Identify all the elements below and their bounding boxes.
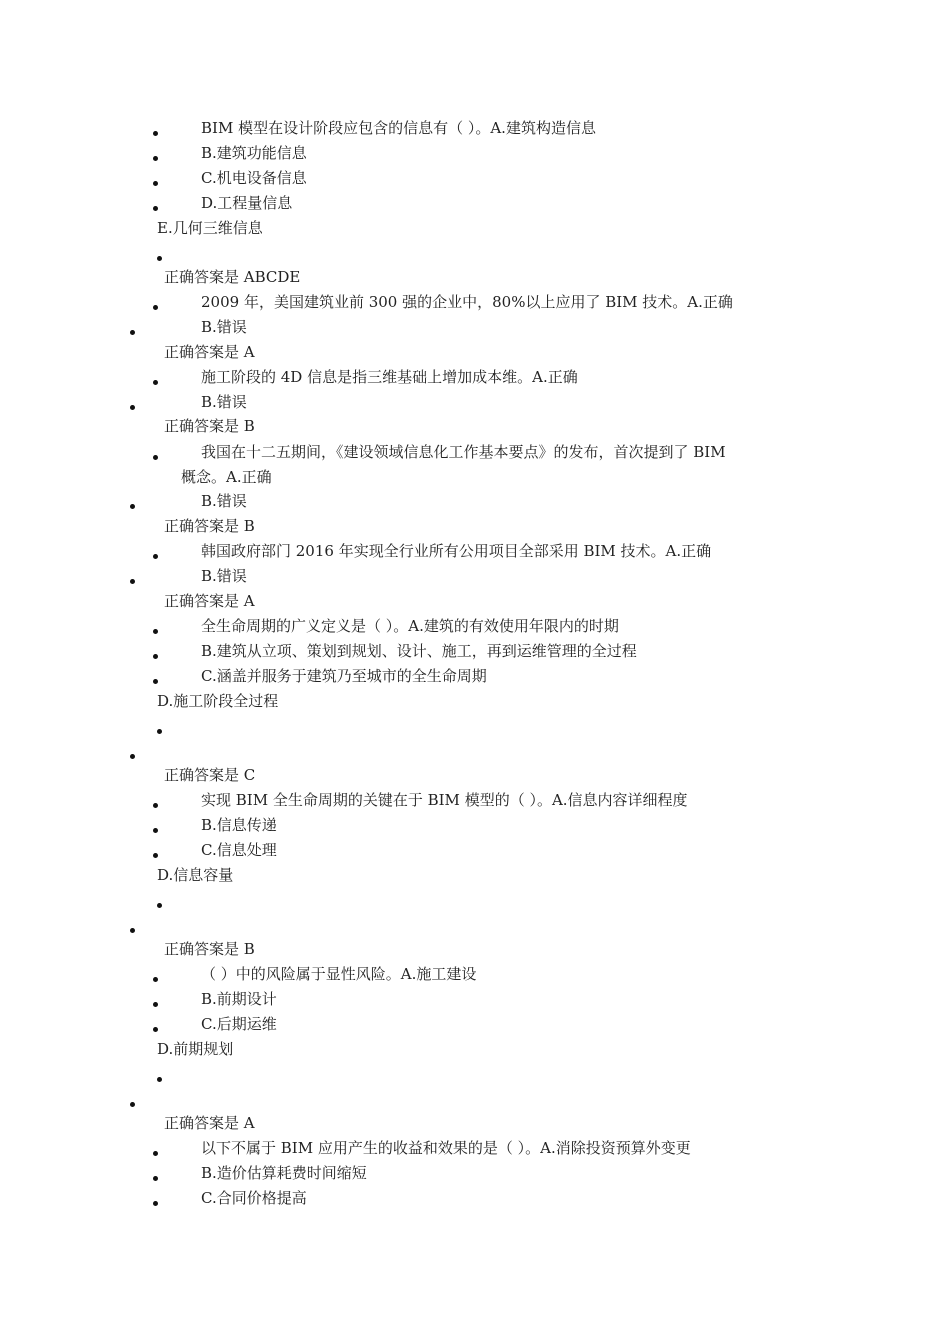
question-line: 韩国政府部门 2016 年实现全行业所有公用项目全部采用 BIM 技术。A.正确 [201,542,712,560]
list-bullet [130,754,135,759]
question-line: B.造价估算耗费时间缩短 [201,1164,367,1182]
question-line: 我国在十二五期间，《建设领域信息化工作基本要点》的发布，首次提到了 BIM [201,443,726,461]
question-line: C.涵盖并服务于建筑乃至城市的全生命周期 [201,667,487,685]
list-bullet [153,1002,158,1007]
answer-line: 正确答案是 A [164,592,255,610]
list-bullet [153,380,158,385]
question-line: C.机电设备信息 [201,169,307,187]
list-bullet [153,156,158,161]
list-bullet [153,206,158,211]
question-line: B.错误 [201,318,247,336]
answer-line: 正确答案是 ABCDE [164,268,301,286]
question-line: B.建筑功能信息 [201,144,307,162]
question-line: E.几何三维信息 [157,219,263,237]
question-line: 以下不属于 BIM 应用产生的收益和效果的是（ ）。A.消除投资预算外变更 [201,1139,691,1157]
list-bullet [153,1176,158,1181]
list-bullet [157,1077,162,1082]
question-line: B.错误 [201,567,247,585]
question-line: D.前期规划 [157,1040,234,1058]
question-line: B.错误 [201,393,247,411]
list-bullet [153,131,158,136]
question-line: 概念。A.正确 [181,468,272,486]
question-line: B.信息传递 [201,816,277,834]
question-line: B.错误 [201,492,247,510]
question-line: BIM 模型在设计阶段应包含的信息有（ ）。A.建筑构造信息 [201,119,596,137]
list-bullet [153,181,158,186]
question-line: B.建筑从立项、策划到规划、设计、施工，再到运维管理的全过程 [201,642,637,660]
answer-line: 正确答案是 B [164,417,255,435]
list-bullet [157,729,162,734]
list-bullet [130,405,135,410]
list-bullet [153,1027,158,1032]
list-bullet [157,256,162,261]
question-line: D.施工阶段全过程 [157,692,279,710]
list-bullet [153,828,158,833]
list-bullet [153,654,158,659]
question-line: C.后期运维 [201,1015,277,1033]
list-bullet [153,977,158,982]
list-bullet [153,853,158,858]
list-bullet [153,803,158,808]
answer-line: 正确答案是 B [164,940,255,958]
answer-line: 正确答案是 C [164,766,256,784]
list-bullet [130,504,135,509]
question-line: 施工阶段的 4D 信息是指三维基础上增加成本维。A.正确 [201,368,578,386]
list-bullet [153,455,158,460]
answer-line: 正确答案是 B [164,517,255,535]
list-bullet [153,305,158,310]
question-line: C.信息处理 [201,841,277,859]
list-bullet [153,679,158,684]
list-bullet [130,928,135,933]
question-line: D.工程量信息 [201,194,293,212]
list-bullet [153,554,158,559]
question-line: B.前期设计 [201,990,277,1008]
question-line: 全生命周期的广义定义是（ ）。A.建筑的有效使用年限内的时期 [201,617,619,635]
question-line: 实现 BIM 全生命周期的关键在于 BIM 模型的（ ）。A.信息内容详细程度 [201,791,688,809]
list-bullet [157,903,162,908]
answer-line: 正确答案是 A [164,1114,255,1132]
question-line: C.合同价格提高 [201,1189,307,1207]
list-bullet [130,579,135,584]
answer-line: 正确答案是 A [164,343,255,361]
question-line: 2009 年，美国建筑业前 300 强的企业中，80%以上应用了 BIM 技术。A.正确 [201,293,733,311]
list-bullet [153,1151,158,1156]
list-bullet [153,1201,158,1206]
question-line: （ ）中的风险属于显性风险。A.施工建设 [201,965,477,983]
question-line: D.信息容量 [157,866,234,884]
list-bullet [153,629,158,634]
list-bullet [130,1102,135,1107]
list-bullet [130,330,135,335]
